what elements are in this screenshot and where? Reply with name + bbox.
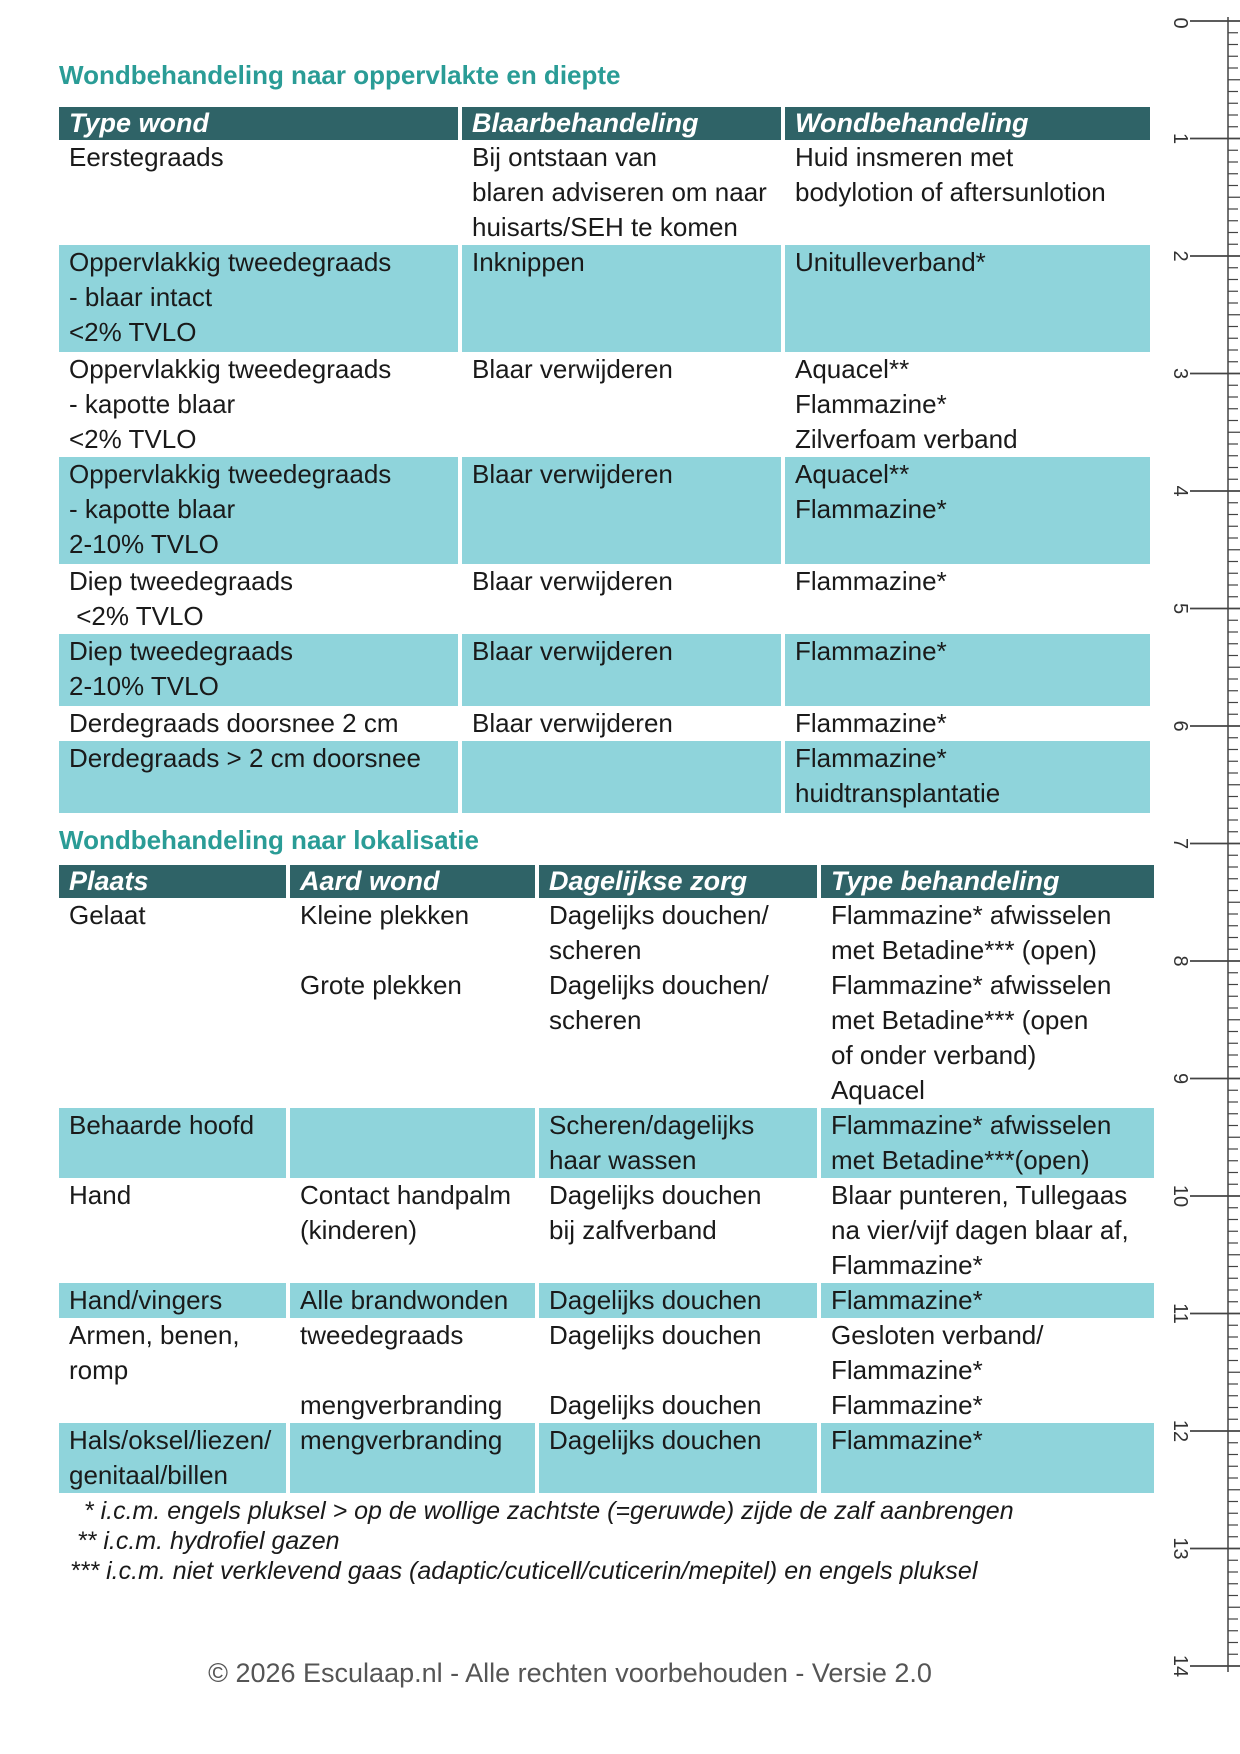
cell-text: genitaal/billen	[69, 1460, 229, 1490]
cell-text: Diep tweedegraads	[69, 636, 294, 666]
cell-text: Behaarde hoofd	[69, 1110, 255, 1140]
cm-ruler	[1160, 0, 1240, 1754]
cell-text: Flammazine*	[831, 1355, 983, 1385]
depth-cell-col3	[785, 140, 1150, 245]
ruler-label: 6	[1169, 720, 1191, 732]
cell-text: met Betadine*** (open)	[831, 935, 1097, 965]
table-header-row	[59, 107, 1150, 140]
cell-text: Derdegraads > 2 cm doorsnee	[69, 743, 421, 773]
ruler-label: 2	[1169, 250, 1191, 262]
cell-text: romp	[69, 1355, 129, 1385]
cell-text: Gelaat	[69, 900, 146, 930]
depth-cell-col3	[785, 457, 1150, 564]
cell-text: Hals/oksel/liezen/	[69, 1425, 272, 1455]
cell-text: Flammazine*	[831, 1390, 983, 1420]
ruler-label: 14	[1169, 1654, 1191, 1678]
treatment-by-location-table	[55, 865, 1158, 1493]
location-cell-col2	[290, 1318, 535, 1388]
table-row	[59, 1283, 1154, 1318]
location-cell-col1	[59, 898, 286, 968]
footnote: *** i.c.m. niet verklevend gaas (adaptic/cuticell/cuticerin/mepitel) en engels pluksel	[70, 1557, 978, 1585]
location-cell-col3	[539, 968, 817, 1108]
cell-text: Derdegraads doorsnee 2 cm	[69, 708, 399, 738]
location-cell-col1	[59, 1423, 286, 1493]
location-cell-col2	[290, 1388, 535, 1423]
location-cell-col1	[59, 1283, 286, 1318]
header-type-behandeling: Type behandeling	[821, 865, 1154, 898]
table-row	[59, 245, 1150, 352]
ruler-label: 12	[1169, 1419, 1191, 1443]
location-cell-col4	[821, 1283, 1154, 1318]
location-cell-col4	[821, 1108, 1154, 1178]
location-cell-col2	[290, 1178, 535, 1283]
cell-text: mengverbranding	[300, 1390, 503, 1420]
cell-text: - kapotte blaar	[69, 494, 236, 524]
cell-text: Flammazine*	[795, 636, 947, 666]
cell-text: Flammazine*	[831, 1285, 983, 1315]
cell-text: (kinderen)	[300, 1215, 418, 1245]
cell-text: na vier/vijf dagen blaar af,	[831, 1215, 1129, 1245]
location-cell-col1	[59, 968, 286, 1108]
ruler-label: 13	[1169, 1537, 1191, 1560]
cell-text: Aquacel**	[795, 354, 910, 384]
cell-text: Flammazine*	[831, 1425, 983, 1455]
cell-text: Flammazine* afwisselen	[831, 900, 1112, 930]
depth-cell-col2	[462, 140, 781, 245]
cell-text: Blaar punteren, Tullegaas	[831, 1180, 1128, 1210]
depth-cell-col3	[785, 706, 1150, 741]
location-cell-col3	[539, 1423, 817, 1493]
cell-text: tweedegraads	[300, 1320, 464, 1350]
table-row	[59, 564, 1150, 634]
header-plaats: Plaats	[59, 865, 286, 898]
cell-text: huidtransplantatie	[795, 778, 1001, 808]
location-cell-col1	[59, 1108, 286, 1178]
cell-text: <2% TVLO	[69, 424, 197, 454]
location-cell-col4	[821, 898, 1154, 968]
header-aard-wond: Aard wond	[290, 865, 535, 898]
table-row	[59, 457, 1150, 564]
location-cell-col4	[821, 1178, 1154, 1283]
cell-text: Contact handpalm	[300, 1180, 512, 1210]
cell-text: Flammazine*	[795, 743, 947, 773]
cell-text: Hand/vingers	[69, 1285, 223, 1315]
cell-text: haar wassen	[549, 1145, 697, 1175]
location-cell-col4	[821, 1388, 1154, 1423]
ruler-label: 8	[1169, 955, 1191, 967]
footnote: ** i.c.m. hydrofiel gazen	[70, 1527, 340, 1555]
cell-text: Dagelijks douchen/	[549, 900, 769, 930]
table-row	[59, 1423, 1154, 1493]
cell-text: Blaar verwijderen	[472, 459, 673, 489]
table-row	[59, 1108, 1154, 1178]
header-wondbehandeling: Wondbehandeling	[785, 107, 1150, 140]
treatment-by-depth-table	[55, 107, 1154, 813]
cell-text: Flammazine*	[795, 494, 947, 524]
cell-text: Blaar verwijderen	[472, 708, 673, 738]
location-cell-col4	[821, 1423, 1154, 1493]
cell-text: huisarts/SEH te komen	[472, 212, 738, 242]
cell-text: bodylotion of aftersunlotion	[795, 177, 1106, 207]
table-row	[59, 1318, 1154, 1388]
ruler-label: 7	[1169, 837, 1191, 850]
cell-text: Grote plekken	[300, 970, 462, 1000]
location-cell-col1	[59, 1388, 286, 1423]
cell-text: Hand	[69, 1180, 132, 1210]
cell-text: Diep tweedegraads	[69, 566, 294, 596]
cell-text: Bij ontstaan van	[472, 142, 658, 172]
location-cell-col3	[539, 1388, 817, 1423]
cell-text: Dagelijks douchen	[549, 1390, 762, 1420]
ruler-label: 5	[1169, 602, 1191, 615]
location-cell-col2	[290, 1423, 535, 1493]
cell-text: Blaar verwijderen	[472, 636, 673, 666]
depth-cell-col2	[462, 457, 781, 564]
table-row	[59, 706, 1150, 741]
depth-cell-col1	[59, 741, 458, 813]
table-row	[59, 352, 1150, 457]
cell-text: scheren	[549, 935, 642, 965]
depth-cell-col3	[785, 352, 1150, 457]
table-row	[59, 1178, 1154, 1283]
footnote: * i.c.m. engels pluksel > op de wollige zachtste (=geruwde) zijde de zalf aanbrengen	[70, 1497, 1014, 1525]
cell-text: Zilverfoam verband	[795, 424, 1018, 454]
location-cell-col3	[539, 1178, 817, 1283]
copyright-footer: © 2026 Esculaap.nl - Alle rechten voorbehouden - Versie 2.0	[208, 1658, 932, 1688]
location-cell-col4	[821, 1318, 1154, 1388]
location-cell-col3	[539, 1108, 817, 1178]
cell-text: Gesloten verband/	[831, 1320, 1044, 1350]
location-cell-col2	[290, 1108, 535, 1178]
depth-cell-col3	[785, 564, 1150, 634]
cell-text: Flammazine*	[795, 566, 947, 596]
depth-cell-col2	[462, 245, 781, 352]
cell-text: Huid insmeren met	[795, 142, 1014, 172]
cell-text: <2% TVLO	[69, 601, 204, 631]
depth-cell-col3	[785, 245, 1150, 352]
location-cell-col2	[290, 1283, 535, 1318]
location-cell-col3	[539, 1283, 817, 1318]
depth-cell-col2	[462, 352, 781, 457]
table-row	[59, 1388, 1154, 1423]
cell-text: Oppervlakkig tweedegraads	[69, 354, 392, 384]
cell-text: Kleine plekken	[300, 900, 470, 930]
location-cell-col3	[539, 1318, 817, 1388]
location-cell-col2	[290, 968, 535, 1108]
table-row	[59, 741, 1150, 813]
cell-text: met Betadine*** (open	[831, 1005, 1089, 1035]
depth-cell-col1	[59, 245, 458, 352]
cell-text: Dagelijks douchen	[549, 1180, 762, 1210]
depth-cell-col2	[462, 564, 781, 634]
depth-cell-col3	[785, 741, 1150, 813]
table-row	[59, 140, 1150, 245]
cell-text: Dagelijks douchen	[549, 1425, 762, 1455]
cell-text: Dagelijks douchen/	[549, 970, 769, 1000]
cell-text: Unitulleverband*	[795, 247, 986, 277]
cell-text: Dagelijks douchen	[549, 1320, 762, 1350]
cell-text: Oppervlakkig tweedegraads	[69, 459, 392, 489]
cell-text: Inknippen	[472, 247, 585, 277]
cell-text: Flammazine*	[795, 389, 947, 419]
depth-cell-col1	[59, 634, 458, 706]
depth-cell-col1	[59, 457, 458, 564]
cell-text: blaren adviseren om naar	[472, 177, 767, 207]
table-row	[59, 968, 1154, 1108]
cell-text: Flammazine* afwisselen	[831, 1110, 1112, 1140]
depth-cell-col1	[59, 564, 458, 634]
location-cell-col3	[539, 898, 817, 968]
location-cell-col4	[821, 968, 1154, 1108]
cell-text: Scheren/dagelijks	[549, 1110, 755, 1140]
cell-text: - blaar intact	[69, 282, 213, 312]
cell-text: scheren	[549, 1005, 642, 1035]
cell-text: Blaar verwijderen	[472, 354, 673, 384]
cell-text: Blaar verwijderen	[472, 566, 673, 596]
cell-text: Eerstegraads	[69, 142, 224, 172]
location-cell-col2	[290, 898, 535, 968]
cell-text: Flammazine*	[795, 708, 947, 738]
cell-text: Alle brandwonden	[300, 1285, 509, 1315]
ruler-label: 0	[1169, 17, 1191, 29]
section1-title: Wondbehandeling naar oppervlakte en diepte	[59, 60, 621, 90]
ruler-label: 11	[1169, 1303, 1191, 1324]
table-row	[59, 898, 1154, 968]
header-dagelijkse-zorg: Dagelijkse zorg	[539, 865, 817, 898]
depth-cell-col2	[462, 706, 781, 741]
location-cell-col1	[59, 1178, 286, 1283]
cell-text: Flammazine*	[831, 1250, 983, 1280]
depth-cell-col1	[59, 140, 458, 245]
cell-text: Armen, benen,	[69, 1320, 240, 1350]
depth-cell-col1	[59, 706, 458, 741]
ruler-label: 1	[1169, 132, 1191, 145]
cell-text: Oppervlakkig tweedegraads	[69, 247, 392, 277]
cell-text: met Betadine***(open)	[831, 1145, 1090, 1175]
location-cell-col1	[59, 1318, 286, 1388]
depth-cell-col1	[59, 352, 458, 457]
depth-cell-col2	[462, 634, 781, 706]
table-header-row	[59, 865, 1154, 898]
ruler-label: 10	[1169, 1184, 1191, 1208]
depth-cell-col3	[785, 634, 1150, 706]
cell-text: Aquacel	[831, 1075, 925, 1105]
cell-text: <2% TVLO	[69, 317, 197, 347]
footnotes	[70, 1496, 1014, 1586]
cell-text: 2-10% TVLO	[69, 671, 219, 701]
cell-text: 2-10% TVLO	[69, 529, 219, 559]
cell-text: mengverbranding	[300, 1425, 503, 1455]
depth-cell-col2	[462, 741, 781, 813]
cell-text: of onder verband)	[831, 1040, 1037, 1070]
ruler-label: 3	[1169, 367, 1191, 380]
cell-text: bij zalfverband	[549, 1215, 717, 1245]
table-row	[59, 634, 1150, 706]
cell-text: Aquacel**	[795, 459, 910, 489]
cell-text: Dagelijks douchen	[549, 1285, 762, 1315]
ruler-label: 9	[1169, 1072, 1191, 1085]
header-type-wond: Type wond	[59, 107, 458, 140]
cell-text: - kapotte blaar	[69, 389, 236, 419]
section2-title: Wondbehandeling naar lokalisatie	[59, 825, 479, 855]
header-blaarbehandeling: Blaarbehandeling	[462, 107, 781, 140]
ruler-label: 4	[1169, 485, 1191, 497]
cell-text: Flammazine* afwisselen	[831, 970, 1112, 1000]
